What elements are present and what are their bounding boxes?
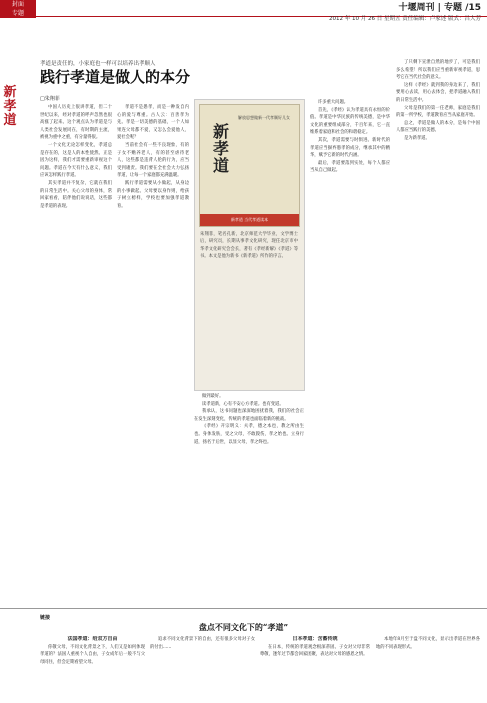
paragraph: 做到最好。 — [202, 394, 224, 399]
paragraph: 其次，孝道需要与时俱进。新时代的孝道应当摒弃愚孝的成分，继承其中的精华，赋予它新的时代内涵。 — [310, 137, 390, 159]
book-cover-band: 新孝道 当代孝道读本 — [200, 214, 299, 226]
article-column-4 — [310, 99, 390, 598]
section-vertical-title: 新孝道 — [3, 85, 17, 128]
article-column-5 — [396, 59, 480, 598]
paragraph: 当前社会有一些不良现象，有的子女不赡养老人，有的甚至虐待老人，这些都是违背人伦的行为，应当受到谴责。我们要在全社会大力弘扬孝道，让每一个家庭都充满温暖。 — [117, 142, 189, 179]
article-column-1 — [40, 104, 112, 598]
badge-line1: 封面 — [11, 1, 24, 8]
section-divider — [0, 608, 487, 609]
paragraph: 总之，孝道是做人的本分，是每个中国人都应当践行的美德。 — [396, 120, 480, 134]
bottom-headline: 盘点不同文化下的“孝道” — [198, 622, 289, 632]
paragraph: 其实孝道并不复杂，它就在我们的日常生活中。关心父母的身体，常回家看看，陪伴他们说说话，这些都是孝道的表现。 — [40, 180, 112, 209]
bottom-column-3 — [260, 636, 370, 700]
paragraph: 了只剩下宣泄自然的地步了，可是我们多么希望！所以我们应当重新审视孝道，思考它在当代社会的意义。 — [396, 60, 480, 81]
book-cover-subtitle: 解放思想做新一代孝顺好儿女 — [238, 115, 290, 120]
bottom-column-1 — [40, 636, 145, 700]
article-column-3 — [194, 393, 304, 598]
paragraph: 践行孝道需要从小做起，从身边的小事做起。父母要以身作则，给孩子树立榜样，学校也要加强孝道教育。 — [117, 180, 189, 209]
paragraph: 你敬父母，不同文化背景之下，人们又是如何体现孝道的？法国人重视个人自由，子女成年后一般不与父母同住，但会定期看望父母。 — [40, 644, 145, 665]
paragraph: 是为新孝道。 — [404, 135, 430, 141]
paragraph: 读孝道新，心有不安心方孝道。也有变道。 — [202, 401, 284, 407]
paragraph: 追求不同文化背景下的自由，还有很多父母对子女的付出…… — [150, 637, 255, 650]
bottom-subhead: 日本孝道：含蓄传统 — [292, 636, 338, 642]
paragraph: 首先，《孝经》认为孝道具有永恒的价值。孝道是中华民族的传统美德，是中华文化的重要组成部分，千百年来，它一直维系着家庭和社会的和谐稳定。 — [310, 107, 390, 136]
paragraph: 这样《孝经》就到我的身边来了，我们要用心去读，用心去体会，把孝道融入我们的日常生活中。 — [396, 82, 480, 103]
paragraph: 一个文化无论怎样变化，孝道总是存在的，这是人的本性使然。正是因为这样，我们才需要重新审视这个问题。孝道在今天有什么意义，我们应该怎样践行孝道。 — [40, 142, 112, 179]
paragraph: 孝道不是愚孝，而是一种发自内心的爱与尊重。古人云：百善孝为先。孝是一切美德的基础，一个人如果连父母都不爱，又怎么会爱他人、爱社会呢？ — [117, 105, 189, 141]
bottom-column-2 — [150, 636, 255, 700]
paragraph: 许多重大问题。 — [318, 100, 349, 105]
book-caption: 朱翔菲，笔名孔新，北京师范大学毕业，文学博士后，研究员，长期从事孝文化研究，现任北京市中华孝文化研究会会长，著有《孝经新解》《孝道》等书。本文是他为新书《新孝道》所作的序言。 — [200, 232, 298, 260]
headline: 践行孝道是做人的本分 — [40, 68, 191, 86]
bottom-subhead: 法国孝道：给双方自由 — [67, 636, 118, 642]
article-column-2 — [117, 104, 189, 598]
paragraph: 《孝经》开宗明义：夫孝，德之本也，教之所由生也。身体发肤，受之父母，不敢毁伤，孝之始也。立身行道，扬名于后世，以显父母，孝之终也。 — [194, 424, 304, 445]
paragraph: 本地年8月至于盘不同文化，显示出孝道在世界各地的不同表现形式。 — [376, 637, 480, 650]
bottom-column-4 — [376, 636, 480, 700]
kicker: 孝道是责任的，小家庭也一样可以培养出孝顺人 — [40, 61, 156, 67]
section-badge — [0, 0, 36, 18]
dateline: 2012 年 10 月 26 日 星期五 责任编辑：卢家述 版式：吕大芳 — [329, 16, 481, 22]
link-label: 链接 — [40, 615, 51, 621]
masthead: 十堰周刊 | 专题 /15 — [398, 3, 481, 13]
paragraph: 在日本，传统的孝道观念根深蒂固。子女对父母非常尊敬，逢年过节都会回家团聚，表达对父母的感恩之情。 — [260, 644, 370, 658]
book-cover-title: 新孝道 — [212, 122, 229, 175]
badge-line2: 专题 — [11, 10, 24, 17]
paragraph: 最后，孝道要落到实处，每个人都应当从自己做起。 — [310, 160, 390, 174]
book-cover-image — [199, 104, 300, 227]
paragraph: 我承认，这书问题也深深地困扰着我，我们的社会正在发生深刻变化，传统的孝道也面临着新的挑战。 — [194, 409, 304, 422]
paragraph: 中国人历史上很讲孝道，但二十世纪以来，经对孝道的呼声忽然也很高涨了起来。这个观点认为孝道是与人类社会发展同在，有时期的主流，被视为重中之重，有分量得很。 — [40, 105, 112, 141]
byline: □朱翔菲 — [40, 96, 60, 102]
paragraph: 父母是我们的第一任老师，家庭是我们的第一所学校，孝道教育应当从家庭开始。 — [396, 105, 480, 119]
